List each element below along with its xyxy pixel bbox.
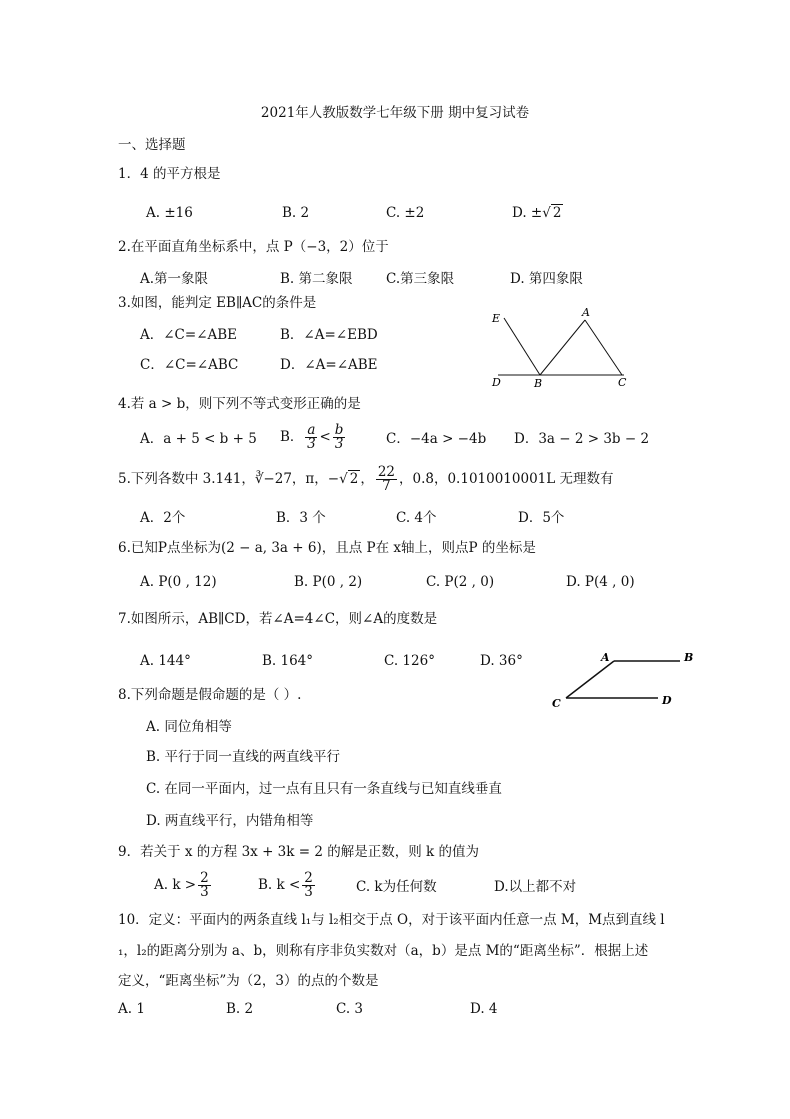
q9-option-a-prefix: A. k > — [154, 877, 197, 893]
q7-label-b: B — [684, 651, 694, 664]
q2-stem: 2.在平面直角坐标系中，点 P（−3，2）位于 — [118, 239, 389, 255]
q2-option-d: D. 第四象限 — [510, 271, 583, 287]
q1-option-d-prefix: D. ± — [512, 205, 543, 221]
q4-option-c: C．−4a > −4b — [386, 431, 487, 447]
q10-line-1: 10．定义：平面内的两条直线 l₁与 l₂相交于点 O，对于该平面内任意一点 M，M点到直线 l — [118, 912, 665, 928]
q5-stem: 5.下列各数中 3.141，∛−27，π，−√ 2 ， $\frac{22}{7}$ ，0.8̇，0.1010010001L 无理数有 — [118, 464, 614, 494]
q7-option-c: C. 126° — [384, 653, 435, 669]
q4-option-b-rel: < — [319, 429, 331, 445]
q8-option-c: C. 在同一平面内，过一点有且只有一条直线与已知直线垂直 — [146, 781, 502, 797]
q4-option-b — [280, 424, 347, 451]
q5-cube-root: ∛−27 — [254, 471, 292, 487]
section-heading: 一、选择题 — [118, 137, 186, 153]
q8-stem: 8.下列命题是假命题的是（ ）. — [118, 687, 302, 703]
q5-option-d: D．5个 — [518, 510, 565, 526]
q9-option-c: C. k为任何数 — [356, 879, 437, 895]
q7-label-c: C — [552, 697, 561, 710]
q1-stem: 1．4 的平方根是 — [118, 166, 221, 182]
q4-option-a: A．a + 5 < b + 5 — [140, 431, 257, 447]
q9-frac-a — [198, 872, 211, 899]
q5-stem-part2: ，π，− — [291, 471, 340, 487]
q1-option-a: A. ±16 — [146, 205, 193, 221]
q4-frac-b3-den: 3 — [334, 436, 344, 452]
q5-stem-part1: 5.下列各数中 3.141， — [118, 471, 255, 487]
q10-option-a: A. 1 — [118, 1001, 145, 1017]
q5-option-c: C. 4个 — [396, 510, 437, 526]
q9-frac-a-num: 2 — [200, 870, 209, 886]
q3-option-b: B．∠A=∠EBD — [280, 327, 378, 343]
q7-figure — [546, 644, 706, 714]
q4-frac-a3 — [305, 424, 317, 451]
q3-label-c: C — [618, 376, 627, 389]
q3-label-b: B — [534, 377, 543, 390]
q2-option-a: A.第一象限 — [140, 271, 209, 287]
q7-option-b: B. 164° — [262, 653, 314, 669]
q9-frac-b-num: 2 — [304, 870, 313, 886]
q3-stem: 3.如图，能判定 EB∥AC的条件是 — [118, 295, 317, 311]
q7-option-a: A. 144° — [140, 653, 191, 669]
q4-frac-b3-num: b — [334, 422, 344, 438]
q10-option-b: B. 2 — [226, 1001, 254, 1017]
q1-option-d: D. ±√ 2 — [512, 205, 562, 221]
q6-stem: 6.已知P点坐标为(2 − a, 3a + 6)，且点 P在 x轴上，则点P 的坐标是 — [118, 540, 536, 556]
q4-frac-a3-den: 3 — [307, 436, 316, 452]
q10-line-3: 定义，“距离坐标”为（2，3）的点的个数是 — [118, 973, 379, 989]
q7-label-d: D — [662, 694, 672, 707]
q5-stem-part4: ，0.8̇，0.1010010001L 无理数有 — [399, 471, 614, 487]
q7-stem: 7.如图所示，AB∥CD，若∠A=4∠C，则∠A的度数是 — [118, 611, 438, 627]
q3-option-c: C．∠C=∠ABC — [140, 357, 239, 373]
q7-option-d: D. 36° — [480, 653, 523, 669]
q8-option-d: D. 两直线平行，内错角相等 — [146, 813, 314, 829]
q7-label-a: A — [601, 651, 610, 664]
q1-option-c: C. ±2 — [386, 205, 425, 221]
q4-option-b-prefix: B． — [280, 429, 304, 445]
q3-segment-eb — [504, 318, 540, 375]
q3-option-a: A．∠C=∠ABE — [140, 327, 238, 343]
q5-frac-den: 7 — [382, 478, 391, 494]
q1-option-d-radicand: 2 — [552, 205, 562, 221]
q9-option-d: D.以上都不对 — [494, 879, 577, 895]
q6-option-c: C. P(2 , 0) — [426, 574, 495, 590]
q10-option-d: D. 4 — [470, 1001, 498, 1017]
q9-frac-b-den: 3 — [304, 884, 313, 900]
q10-option-c: C. 3 — [336, 1001, 364, 1017]
q3-figure — [484, 302, 634, 392]
q5-radicand: 2 — [349, 471, 359, 487]
q9-option-b — [258, 872, 317, 899]
q2-option-b: B. 第二象限 — [280, 271, 353, 287]
q6-option-b: B. P(0 , 2) — [294, 574, 363, 590]
q3-option-d: D．∠A=∠ABE — [280, 357, 378, 373]
q5-frac-num: 22 — [377, 464, 395, 480]
q3-label-e: E — [492, 312, 501, 325]
page-title: 2021年人教版数学七年级下册 期中复习试卷 — [260, 105, 530, 121]
q6-option-d: D. P(4 , 0) — [566, 574, 635, 590]
q9-option-a — [154, 872, 213, 899]
q7-segment-ac — [566, 661, 614, 698]
q9-stem: 9．若关于 x 的方程 3x + 3k = 2 的解是正数，则 k 的值为 — [118, 844, 479, 860]
q4-option-d: D．3a − 2 > 3b − 2 — [514, 431, 650, 447]
q8-option-a: A. 同位角相等 — [146, 719, 232, 735]
q3-segment-ba — [540, 320, 585, 375]
q6-option-a: A. P(0 , 12) — [140, 574, 217, 590]
q1-option-b: B. 2 — [282, 205, 310, 221]
q2-option-c: C.第三象限 — [386, 271, 455, 287]
q10-line-2: ₁，l₂的距离分别为 a、b，则称有序非负实数对（a，b）是点 M的“距离坐标”．根据上述 — [118, 943, 649, 959]
q3-segment-ac — [585, 320, 622, 375]
q4-stem: 4.若 a > b，则下列不等式变形正确的是 — [118, 396, 361, 412]
q5-frac-22-7 — [376, 466, 397, 493]
q4-frac-b3 — [333, 424, 346, 451]
q8-option-b: B. 平行于同一直线的两直线平行 — [146, 749, 341, 765]
q5-option-a: A．2个 — [140, 510, 186, 526]
q3-label-a: A — [582, 306, 590, 319]
q5-option-b: B．3 个 — [276, 510, 326, 526]
q4-frac-a3-num: a — [307, 422, 316, 438]
q5-stem-part3: ， — [360, 471, 374, 487]
q3-label-d: D — [492, 376, 501, 389]
q9-frac-a-den: 3 — [200, 884, 209, 900]
q9-option-b-prefix: B. k < — [258, 877, 301, 893]
q9-frac-b — [302, 872, 315, 899]
